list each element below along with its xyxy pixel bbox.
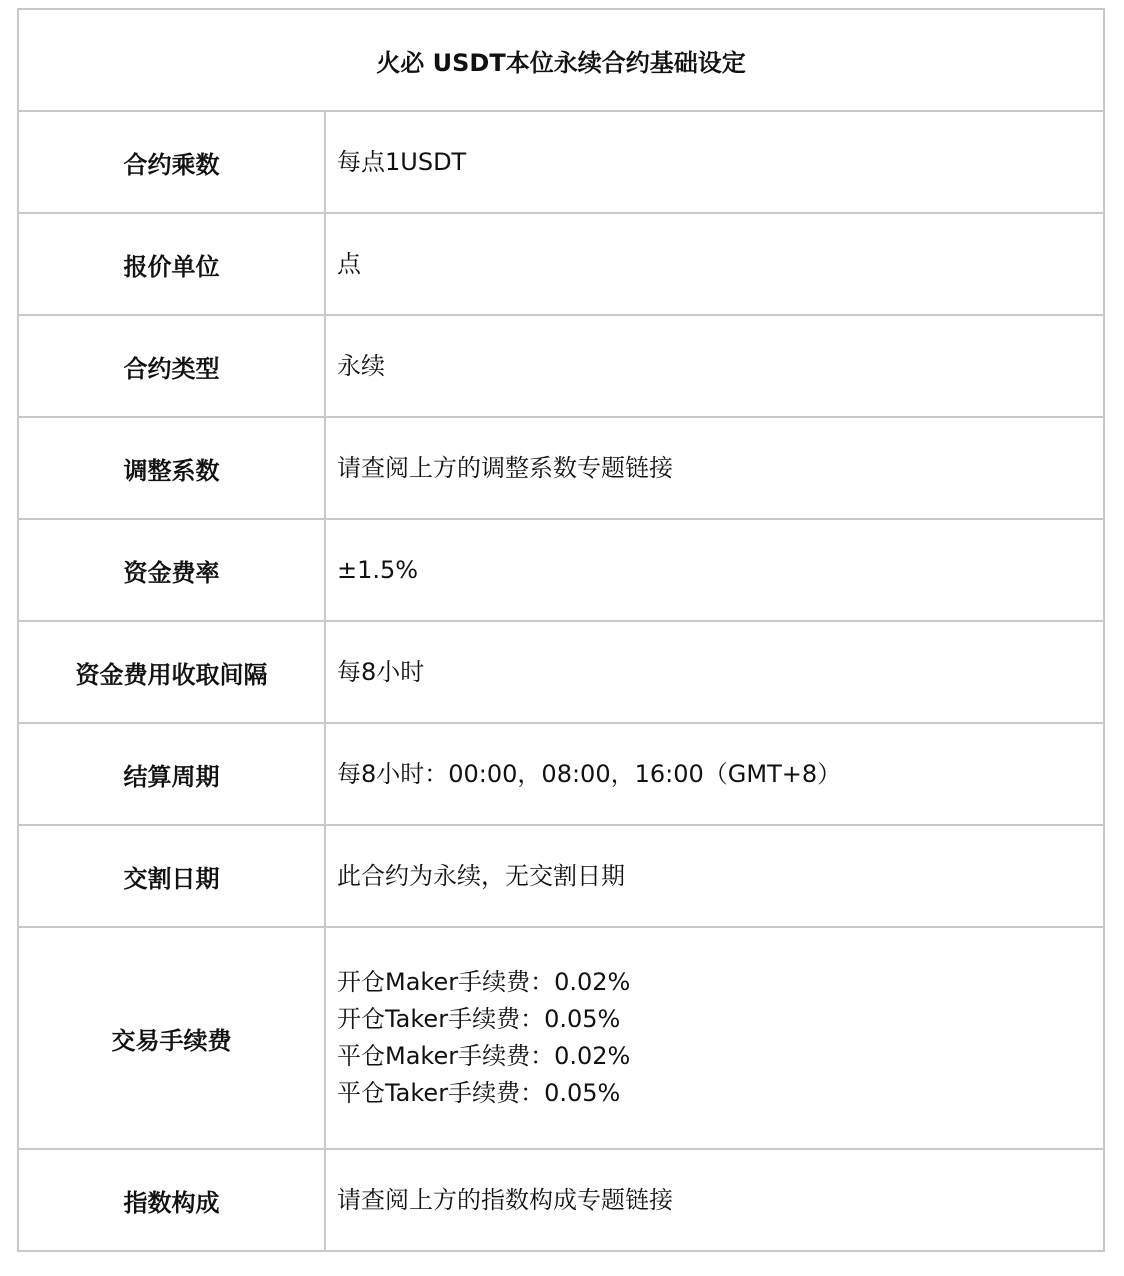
fee-line: 平仓Maker手续费：0.02%	[337, 1042, 631, 1070]
row-label: 合约类型	[18, 315, 325, 417]
fee-line: 平仓Taker手续费：0.05%	[337, 1079, 621, 1107]
row-label: 资金费用收取间隔	[18, 621, 325, 723]
row-value: 请查阅上方的调整系数专题链接	[325, 417, 1104, 519]
fee-line: 开仓Maker手续费：0.02%	[337, 968, 631, 996]
contract-spec-table	[17, 8, 1105, 1252]
table-title-row	[18, 9, 1104, 111]
row-label: 交易手续费	[18, 927, 325, 1149]
row-label: 合约乘数	[18, 111, 325, 213]
table-row	[18, 519, 1104, 621]
fee-line: 开仓Taker手续费：0.05%	[337, 1005, 621, 1033]
row-value: 每8小时	[325, 621, 1104, 723]
table-title: 火必 USDT本位永续合约基础设定	[18, 9, 1104, 111]
row-value: ±1.5%	[325, 519, 1104, 621]
row-value: 点	[325, 213, 1104, 315]
row-value: 每点1USDT	[325, 111, 1104, 213]
row-label: 报价单位	[18, 213, 325, 315]
row-value: 此合约为永续，无交割日期	[325, 825, 1104, 927]
row-label: 资金费率	[18, 519, 325, 621]
table-row	[18, 417, 1104, 519]
row-value: 永续	[325, 315, 1104, 417]
row-value: 每8小时：00:00，08:00，16:00（GMT+8）	[325, 723, 1104, 825]
table-row	[18, 1149, 1104, 1251]
table-row	[18, 315, 1104, 417]
table-row	[18, 621, 1104, 723]
table-row	[18, 213, 1104, 315]
row-label: 指数构成	[18, 1149, 325, 1251]
table-row	[18, 111, 1104, 213]
table-row	[18, 927, 1104, 1149]
row-label: 交割日期	[18, 825, 325, 927]
row-value: 请查阅上方的指数构成专题链接	[325, 1149, 1104, 1251]
row-value-fees	[325, 927, 1104, 1149]
row-label: 结算周期	[18, 723, 325, 825]
row-label: 调整系数	[18, 417, 325, 519]
table-row	[18, 723, 1104, 825]
table-row	[18, 825, 1104, 927]
